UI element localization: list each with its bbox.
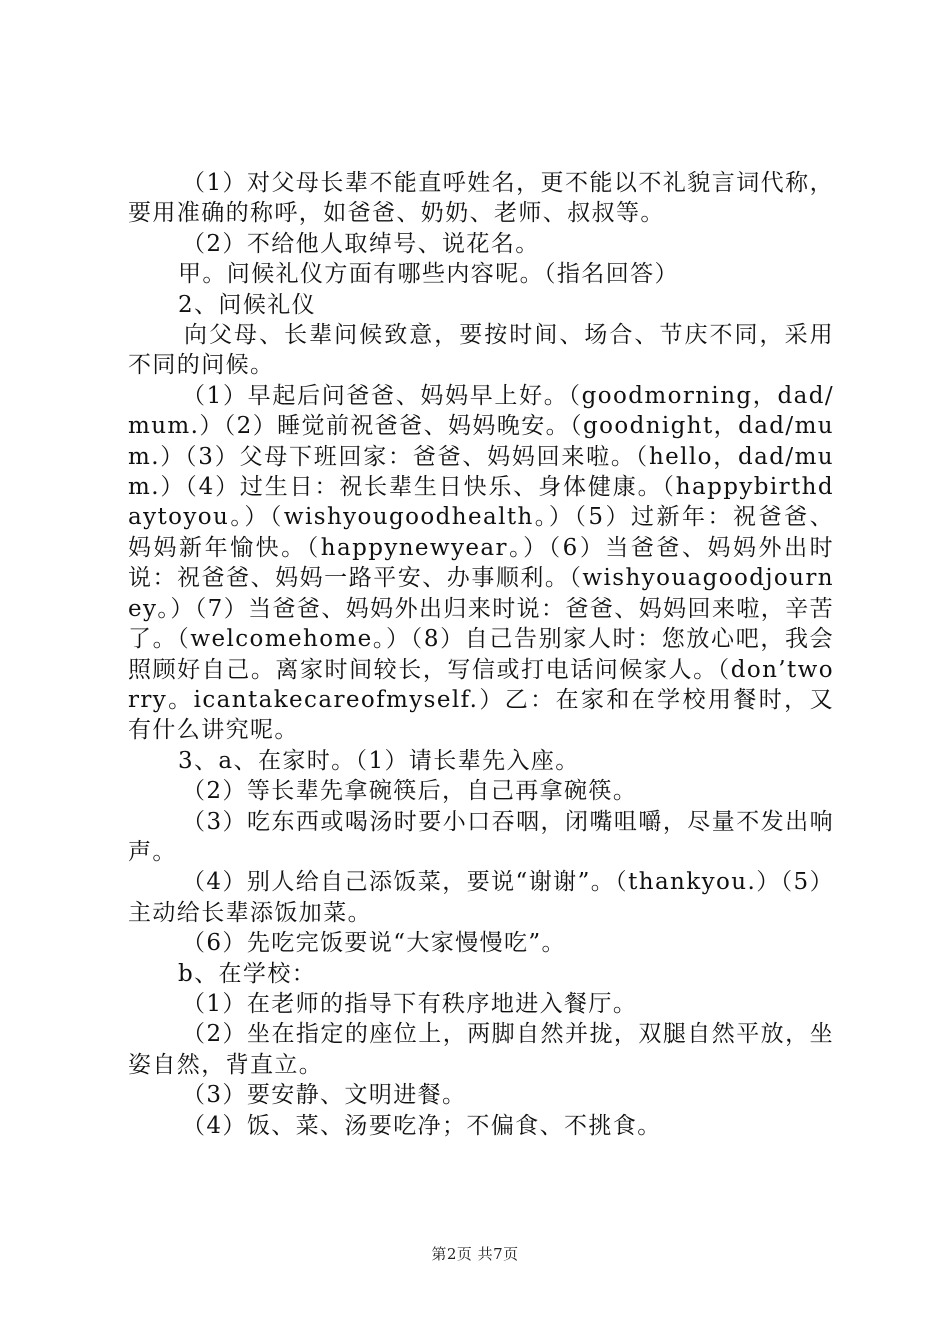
section-heading-dining-home: 3、a、在家时。（1）请长辈先入座。 [178, 747, 580, 774]
paragraph-dining-home-4: （4）别人给自己添饭菜，要说“谢谢”。（thankyou.）（5）主动给长辈添饭加菜。 [128, 869, 834, 926]
paragraph-address-rule-1: （1）对父母长辈不能直呼姓名，更不能以不礼貌言词代称，要用准确的称呼，如爸爸、奶奶、老师、叔叔等。 [128, 170, 834, 227]
paragraph-dining-school-3: （3）要安静、文明进餐。 [182, 1082, 467, 1109]
paragraph-address-rule-2: （2）不给他人取绰号、说花名。 [182, 230, 540, 257]
paragraph-greeting-intro: 向父母、长辈问候致意，要按时间、场合、节庆不同，采用不同的问候。 [128, 322, 834, 379]
paragraph-dining-school-4: （4）饭、菜、汤要吃净；不偏食、不挑食。 [182, 1112, 662, 1139]
section-heading-greeting-etiquette: 2、问候礼仪 [178, 291, 317, 318]
paragraph-dining-home-6: （6）先吃完饭要说“大家慢慢吃”。 [182, 930, 566, 957]
page-number-footer: 第2页 共7页 [431, 1245, 519, 1263]
paragraph-dining-home-2: （2）等长辈先拿碗筷后，自己再拿碗筷。 [182, 778, 638, 805]
paragraph-dining-school-2: （2）坐在指定的座位上，两脚自然并拢，双腿自然平放，坐姿自然，背直立。 [128, 1021, 834, 1078]
paragraph-greeting-list: （1）早起后问爸爸、妈妈早上好。（goodmorning，dad/mum.）（2）睡觉前祝爸爸、妈妈晚安。（goodnight，dad/mum.）（3）父母下班回家：爸爸、妈妈回来啦。（hello，dad/mum.）（4）过生日：祝长辈生日快乐、身体健康。（happybirthdaytoyou。）（wishyougoodhealth。）（5）过新年：祝爸爸、妈妈新年愉快。（happynewyear。）（6）当爸爸、妈妈外出时说：祝爸爸、妈妈一路平安、办事顺利。（wishyouagoodjourney。）（7）当爸爸、妈妈外出归来时说：爸爸、妈妈回来啦，辛苦了。（welcomehome。）（8）自己告别家人时：您放心吧，我会照顾好自己。离家时间较长，写信或打电话问候家人。（don’tworry。icantakecareofmyself.）乙：在家和在学校用餐时，又有什么讲究呢。 [128, 382, 834, 744]
document-body [128, 168, 834, 1141]
paragraph-dining-home-3: （3）吃东西或喝汤时要小口吞咽，闭嘴咀嚼，尽量不发出响声。 [128, 808, 834, 865]
paragraph-dining-school-1: （1）在老师的指导下有秩序地进入餐厅。 [182, 990, 638, 1017]
section-heading-dining-school: b、在学校： [178, 960, 317, 987]
paragraph-question-greeting: 甲。问候礼仪方面有哪些内容呢。（指名回答） [178, 261, 679, 288]
